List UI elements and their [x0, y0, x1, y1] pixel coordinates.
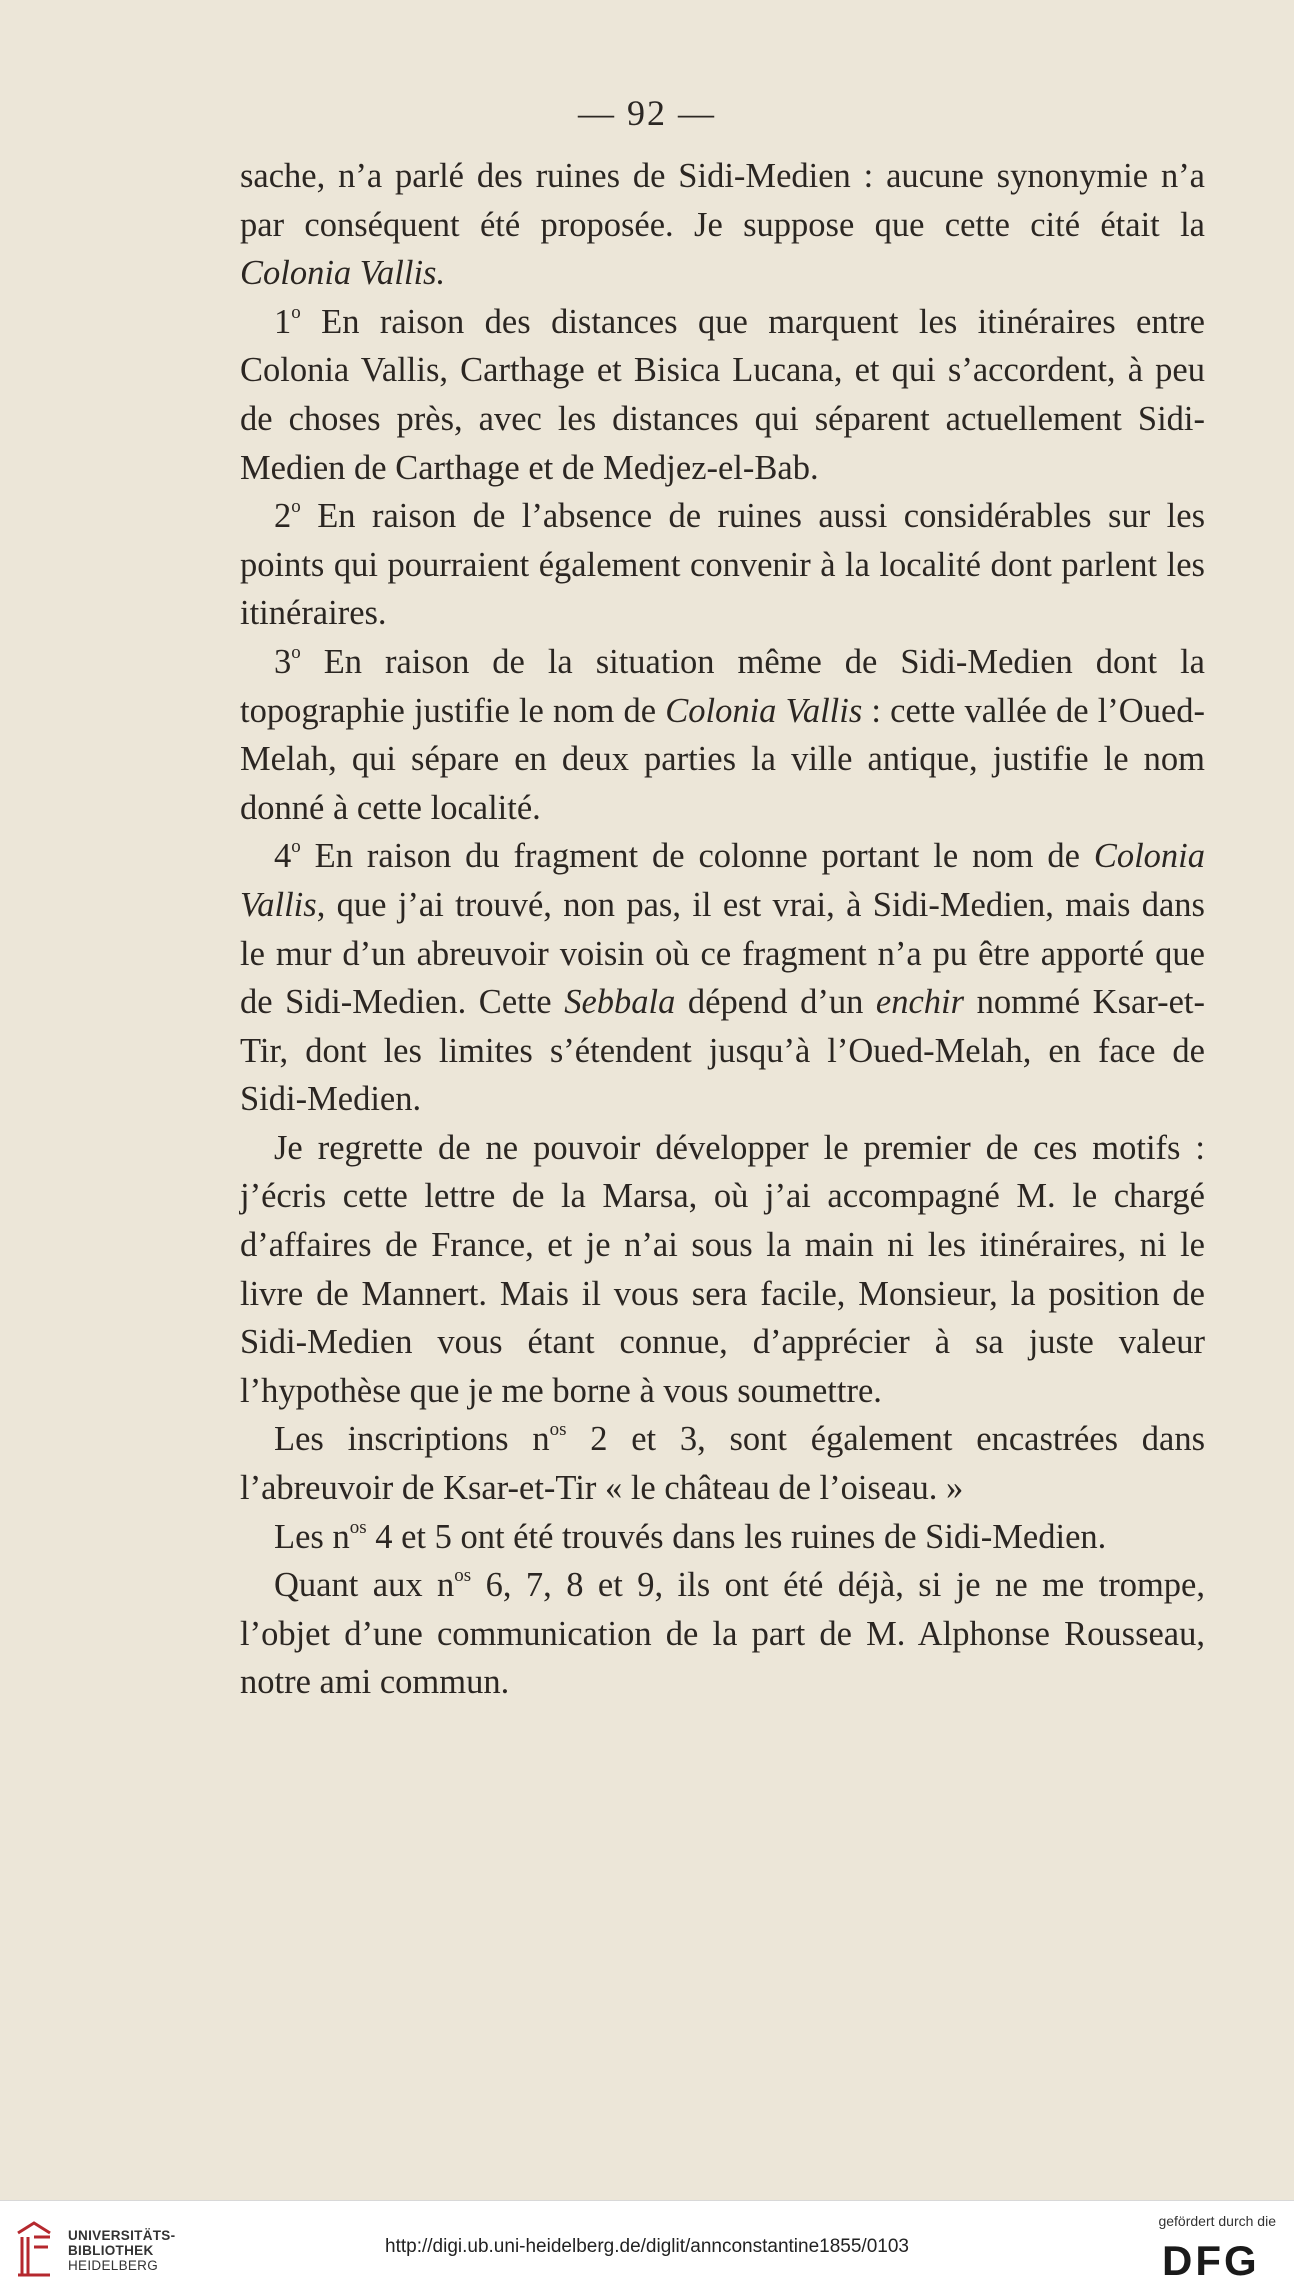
paragraph: sache, n’a parlé des ruines de Sidi-Medien : aucune synonymie n’a par conséquent été proposée. Je suppose que cette cité était la Colonia Vallis. — [240, 157, 1205, 293]
paragraph-reason-2: 2$^o$ En raison de l’absence de ruines aussi considérables sur les points qui pourraient également convenir à la localité dont parlent les itinéraires. — [240, 495, 1205, 633]
paragraph-reason-1: 1$^o$ En raison des distances que marquent les itinéraires entre Colonia Vallis, Carthage et Bisica Lucana, et qui s’accordent, à peu de choses près, avec les distances qui séparent actuellement Sidi-Medien de Carthage et de Medjez-el-Bab. — [240, 301, 1205, 487]
dfg-logo-text: DFG — [1162, 2237, 1260, 2281]
paragraph: Quant aux $n^{os}$ 6, 7, 8 et 9, ils ont été déjà, si je ne me trompe, l’objet d’une communication de la part de M. Alphonse Rousseau, notre ami commun. — [240, 1565, 1205, 1702]
library-name: UNIVERSITÄTS- BIBLIOTHEK HEIDELBERG — [68, 2228, 176, 2273]
paragraph: Les inscriptions $n^{os}$ 2 et 3, sont également encastrées dans l’abreuvoir de Ksar-et-Tir « le château de l’oiseau. » — [240, 1419, 1205, 1508]
dfg-logo — [1160, 2237, 1278, 2281]
paragraph-reason-4: 4$^o$ En raison du fragment de colonne portant le nom de Colonia Vallis, que j’ai trouvé, non pas, il est vrai, à Sidi-Medien, mais dans le mur d’un abreuvoir voisin où ce fragment n’a pu être apporté que de Sidi-Medien. Cette Sebbala dépend d’un enchir nommé Ksar-et-Tir, dont les limites s’étendent jusqu’à l’Oued-Melah, en face de Sidi-Medien. — [240, 836, 1206, 1119]
paragraph: Je regrette de ne pouvoir développer le premier de ces motifs : j’écris cette lettre de la Marsa, où j’ai accompagné M. le chargé d’affaires de France, et je n’ai sous la main ni les itinéraires, ni le livre de Mannert. Mais il vous sera facile, Monsieur, la position de Sidi-Medien vous étant connue, d’apprécier à sa juste valeur l’hypothèse que je me borne à vous soumettre. — [240, 1128, 1205, 1410]
body-text — [240, 152, 1205, 1707]
permalink-url[interactable]: http://digi.ub.uni-heidelberg.de/diglit/annconstantine1855/0103 — [385, 2236, 909, 2257]
page-number: — 92 — — [578, 93, 716, 133]
viewer-footer — [0, 2200, 1294, 2293]
funding-label: gefördert durch die — [1158, 2213, 1276, 2229]
paragraph: Les $n^{os}$ 4 et 5 ont été trouvés dans les ruines de Sidi-Medien. — [274, 1516, 1107, 1556]
paragraph-reason-3: 3$^o$ En raison de la situation même de Sidi-Medien dont la topographie justifie le nom de Colonia Vallis : cette vallée de l’Oued-Melah, qui sépare en deux parties la ville antique, justifie le nom donné à cette localité. — [240, 641, 1205, 827]
